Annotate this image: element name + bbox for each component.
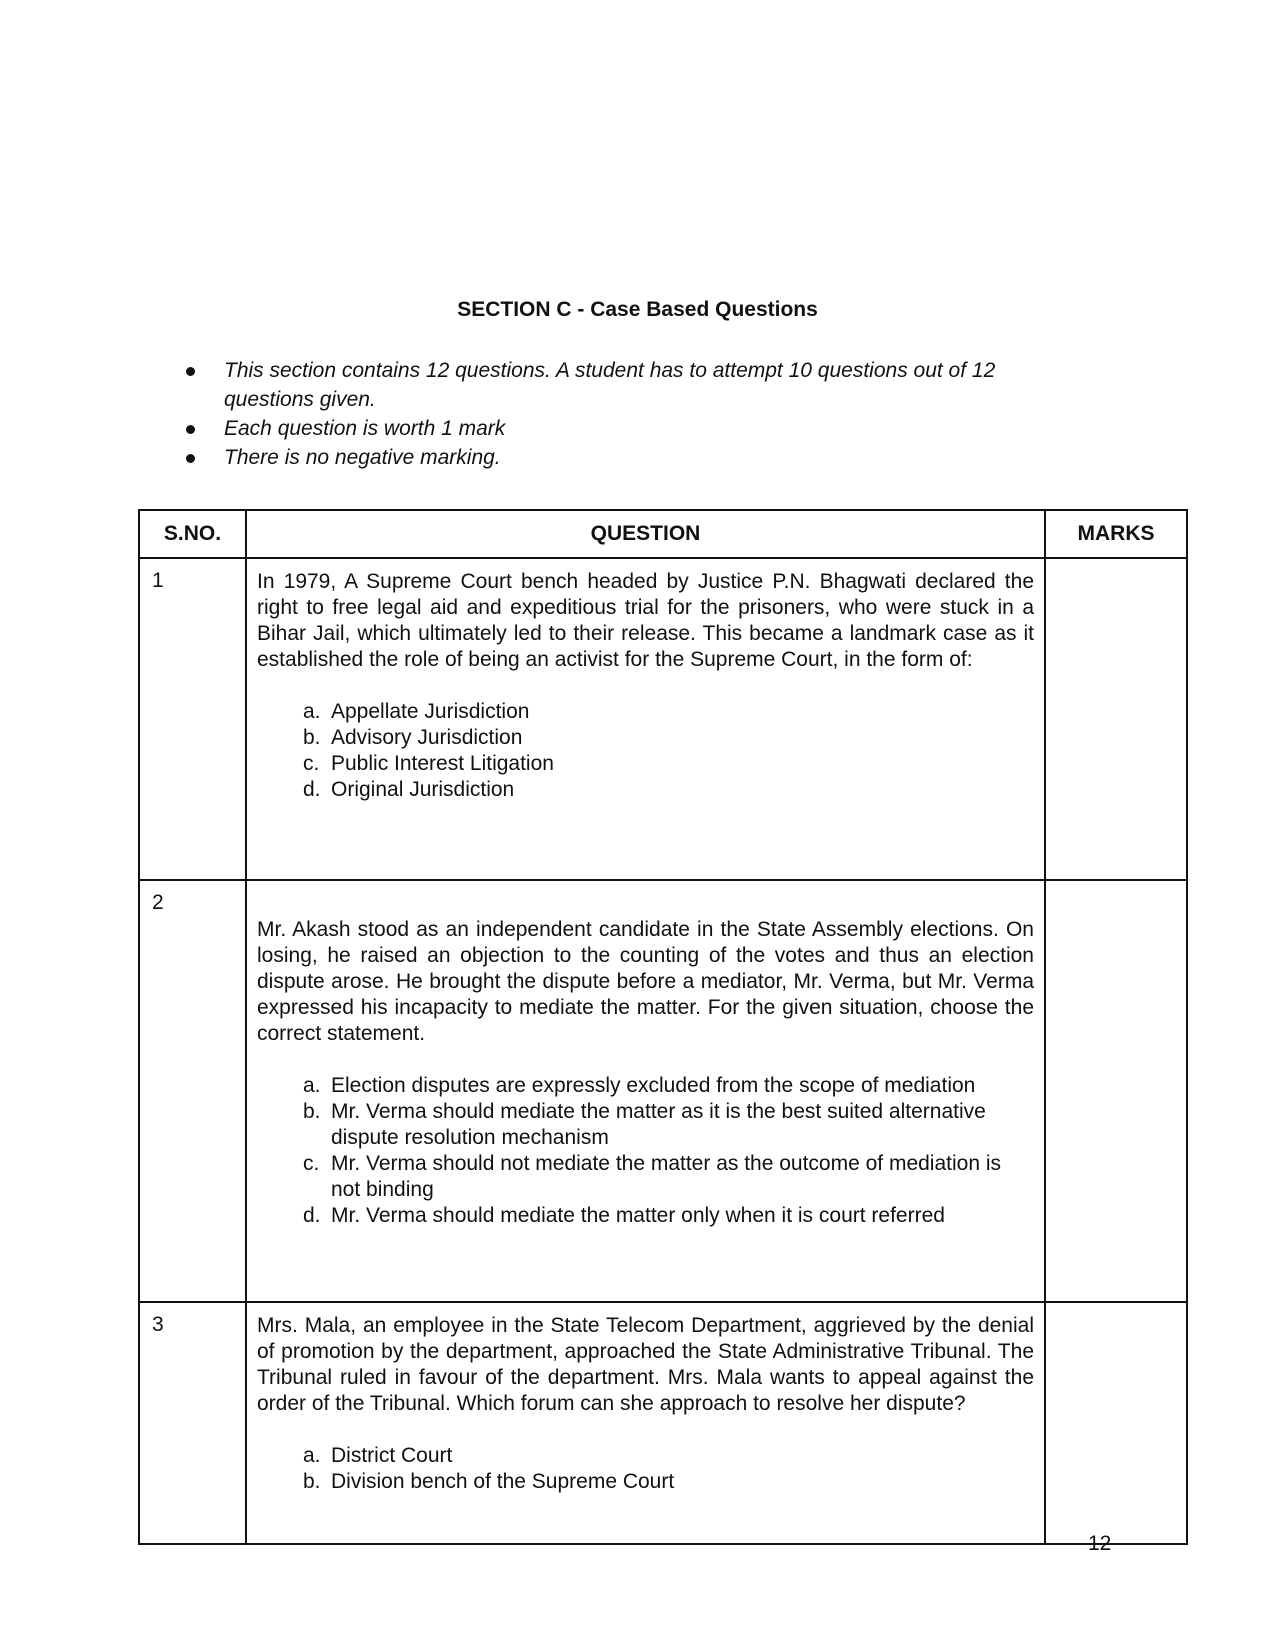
questions-table [138,509,1188,1545]
question-number: 2 [139,880,246,1302]
option-item [303,777,1034,803]
option-text: Election disputes are expressly excluded from the scope of mediation [331,1074,976,1097]
header-marks: MARKS [1045,510,1187,558]
table-row [139,558,1187,880]
table-header-row [139,510,1187,558]
page-number: 12 [1088,1532,1112,1555]
option-item [303,1099,1034,1151]
option-letter: a. [303,1074,321,1097]
option-item [303,1443,1034,1469]
instruction-item [186,356,1086,414]
option-text: Public Interest Litigation [331,752,554,775]
section-title: SECTION C - Case Based Questions [457,298,818,321]
instruction-item [186,414,1086,443]
table-row [139,880,1187,1302]
option-item [303,1469,1034,1495]
option-letter: d. [303,1204,321,1227]
option-letter: a. [303,1444,321,1467]
instruction-text: Each question is worth 1 mark [224,417,506,440]
options-list [257,1443,1034,1495]
option-item [303,725,1034,751]
option-letter: c. [303,1152,320,1175]
instruction-item [186,443,1086,472]
question-cell [246,880,1045,1302]
marks-cell [1045,880,1187,1302]
option-item [303,699,1034,725]
question-number: 1 [139,558,246,880]
question-number: 3 [139,1302,246,1544]
question-cell [246,558,1045,880]
bullet-icon [186,367,195,376]
option-text: Advisory Jurisdiction [331,726,523,749]
option-text: Mr. Verma should not mediate the matter as the outcome of mediation is not binding [331,1152,1002,1201]
question-text: Mrs. Mala, an employee in the State Telecom Department, aggrieved by the denial of promotion by the department, approached the State Administrative Tribunal. The Tribunal ruled in favour of the department. Mrs. Mala wants to appeal against the order of the Tribunal. Which forum can she approach to resolve her dispute? [257,1314,1034,1415]
bullet-icon [186,425,195,434]
instructions-list [186,356,1086,472]
option-letter: c. [303,752,320,775]
option-letter: b. [303,1470,321,1493]
option-letter: d. [303,778,321,801]
option-text: District Court [331,1444,453,1467]
option-letter: a. [303,700,321,723]
option-text: Mr. Verma should mediate the matter as it is the best suited alternative dispute resolution mechanism [331,1100,986,1149]
option-item [303,1151,1034,1203]
option-text: Mr. Verma should mediate the matter only when it is court referred [331,1204,945,1227]
question-text: Mr. Akash stood as an independent candidate in the State Assembly elections. On losing, he raised an objection to the counting of the votes and thus an election dispute arose. He brought the dispute before a mediator, Mr. Verma, but Mr. Verma expressed his incapacity to mediate the matter. For the given situation, choose the correct statement. [257,918,1034,1045]
option-letter: b. [303,726,321,749]
marks-cell [1045,558,1187,880]
header-question: QUESTION [246,510,1045,558]
option-text: Division bench of the Supreme Court [331,1470,675,1493]
instruction-text: There is no negative marking. [224,446,501,469]
options-list [257,1073,1034,1229]
bullet-icon [186,454,195,463]
instruction-text: This section contains 12 questions. A student has to attempt 10 questions out of 12 questions given. [224,359,996,411]
option-item [303,1073,1034,1099]
options-list [257,699,1034,803]
option-text: Appellate Jurisdiction [331,700,530,723]
header-sno: S.NO. [139,510,246,558]
question-text: In 1979, A Supreme Court bench headed by Justice P.N. Bhagwati declared the right to free legal aid and expeditious trial for the prisoners, who were stuck in a Bihar Jail, which ultimately led to their release. This became a landmark case as it established the role of being an activist for the Supreme Court, in the form of: [257,570,1034,671]
option-letter: b. [303,1100,321,1123]
question-cell [246,1302,1045,1544]
option-text: Original Jurisdiction [331,778,515,801]
marks-cell [1045,1302,1187,1544]
option-item [303,1203,1034,1229]
table-row [139,1302,1187,1544]
option-item [303,751,1034,777]
